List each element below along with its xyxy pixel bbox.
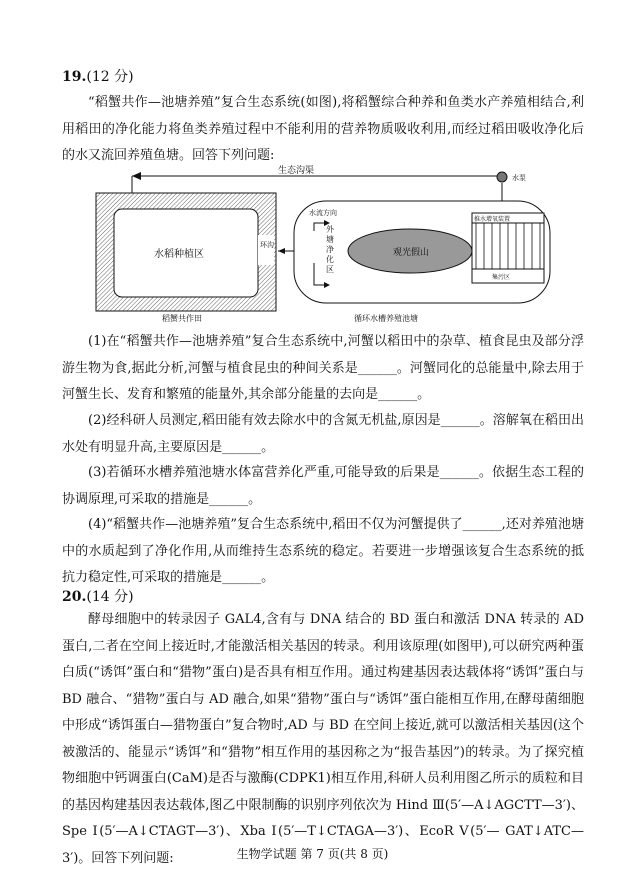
question-19-sub1: (1)在“稻蟹共作—池塘养殖”复合生态系统中,河蟹以稻田中的杂草、植食昆虫及部分浮游生物为食,据此分析,河蟹与植食昆虫的种间关系是______。河蟹同化的总能量中,除去用于河蟹生长、发育和繁殖的能量外,其余部分能量的去向是______。 bbox=[62, 334, 584, 402]
push-device-label: 推水增氧装置 bbox=[474, 216, 511, 223]
question-points-20: (14 分) bbox=[86, 589, 134, 605]
question-19-sub2: (2)经科研人员测定,稻田能有效去除水中的含氮无机盐,原因是______。溶解氧在稻田出水处有明显升高,主要原因是______。 bbox=[62, 413, 584, 455]
flow-direction-label: 水流方向 bbox=[309, 209, 337, 217]
question-19-sub4: (4)“稻蟹共作—池塘养殖”复合生态系统中,稻田不仅为河蟹提供了______,还对养殖池塘中的水质起到了净化作用,从而维持生态系统的稳定。若要进一步增强该复合生态系统的抵抗力稳定性,可采取的措施是______。 bbox=[62, 517, 584, 585]
question-number-20: 20. bbox=[62, 589, 87, 605]
paddy-zone-label: 水稻种植区 bbox=[154, 249, 204, 260]
question-points: (12 分) bbox=[86, 69, 134, 85]
question-20-header bbox=[62, 586, 134, 606]
question-number: 19. bbox=[62, 69, 87, 85]
page-footer: 生物学试题 第 7 页(共 8 页) bbox=[236, 847, 389, 861]
link-arrow-icon bbox=[278, 248, 285, 254]
pond-caption: 循环水槽养殖池塘 bbox=[354, 314, 418, 323]
outer-purification-label: 外塘净化区 bbox=[326, 225, 334, 274]
channel-arrow-icon bbox=[132, 172, 141, 180]
ecosystem-diagram bbox=[92, 163, 557, 323]
question-19-header bbox=[62, 66, 134, 86]
ring-ditch-label: 环沟 bbox=[260, 241, 274, 249]
pump-icon bbox=[497, 172, 507, 182]
paddy-caption: 稻蟹共作田 bbox=[162, 314, 202, 323]
island-label: 观光假山 bbox=[393, 248, 430, 258]
pump-label: 水泵 bbox=[512, 174, 526, 182]
question-19-sub3: (3)若循环水槽养殖池塘水体富营养化严重,可能导致的后果是______。依据生态工程的协调原理,可采取的措施是______。 bbox=[62, 465, 584, 507]
question-19-intro: “稻蟹共作—池塘养殖”复合生态系统(如图),将稻蟹综合种养和鱼类水产养殖相结合,利用稻田的净化能力将鱼类养殖过程中不能利用的营养物质吸收利用,而经过稻田吸收净化后的水又流回养殖鱼塘。回答下列问题: bbox=[62, 95, 584, 163]
ring-ditch-label-bg bbox=[258, 235, 274, 265]
question-20-body: 酵母细胞中的转录因子 GAL4,含有与 DNA 结合的 BD 蛋白和激活 DNA 转录的 AD 蛋白,二者在空间上接近时,才能激活相关基因的转录。利用该原理(如图甲),可以研究两种蛋白质(“诱饵”蛋白和“猎物”蛋白)是否具有相互作用。通过构建基因表达载体将“诱饵”蛋白与 BD 融合、“猎物”蛋白与 AD 融合,如果“猎物”蛋白与“诱饵”蛋白能相互作用,在酵母菌细胞中形成“诱饵蛋白—猎物蛋白”复合物时,AD 与 BD 在空间上接近,就可以激活相关基因(这个被激活的、能显示“诱饵”和“猎物”相互作用的基因称之为“报告基因”)的转录。为了探究植物细胞中钙调蛋白(CaM)是否与激酶(CDPK1)相互作用,科研人员利用图乙所示的质粒和目的基因构建基因表达载体,图乙中限制酶的识别序列依次为 Hind Ⅲ(5′—A↓AGCTT—3′)、Spe Ⅰ(5′—A↓CTAGT—3′)、Xba Ⅰ(5′—T↓CTAGA—3′)、EcoR Ⅴ(5′— GAT↓ATC—3′)。回答下列问题: bbox=[62, 612, 584, 866]
top-channel-label: 生态沟渠 bbox=[278, 166, 315, 176]
sewage-zone-label: 集污区 bbox=[492, 274, 511, 281]
outer-purification-wrap bbox=[326, 225, 340, 289]
